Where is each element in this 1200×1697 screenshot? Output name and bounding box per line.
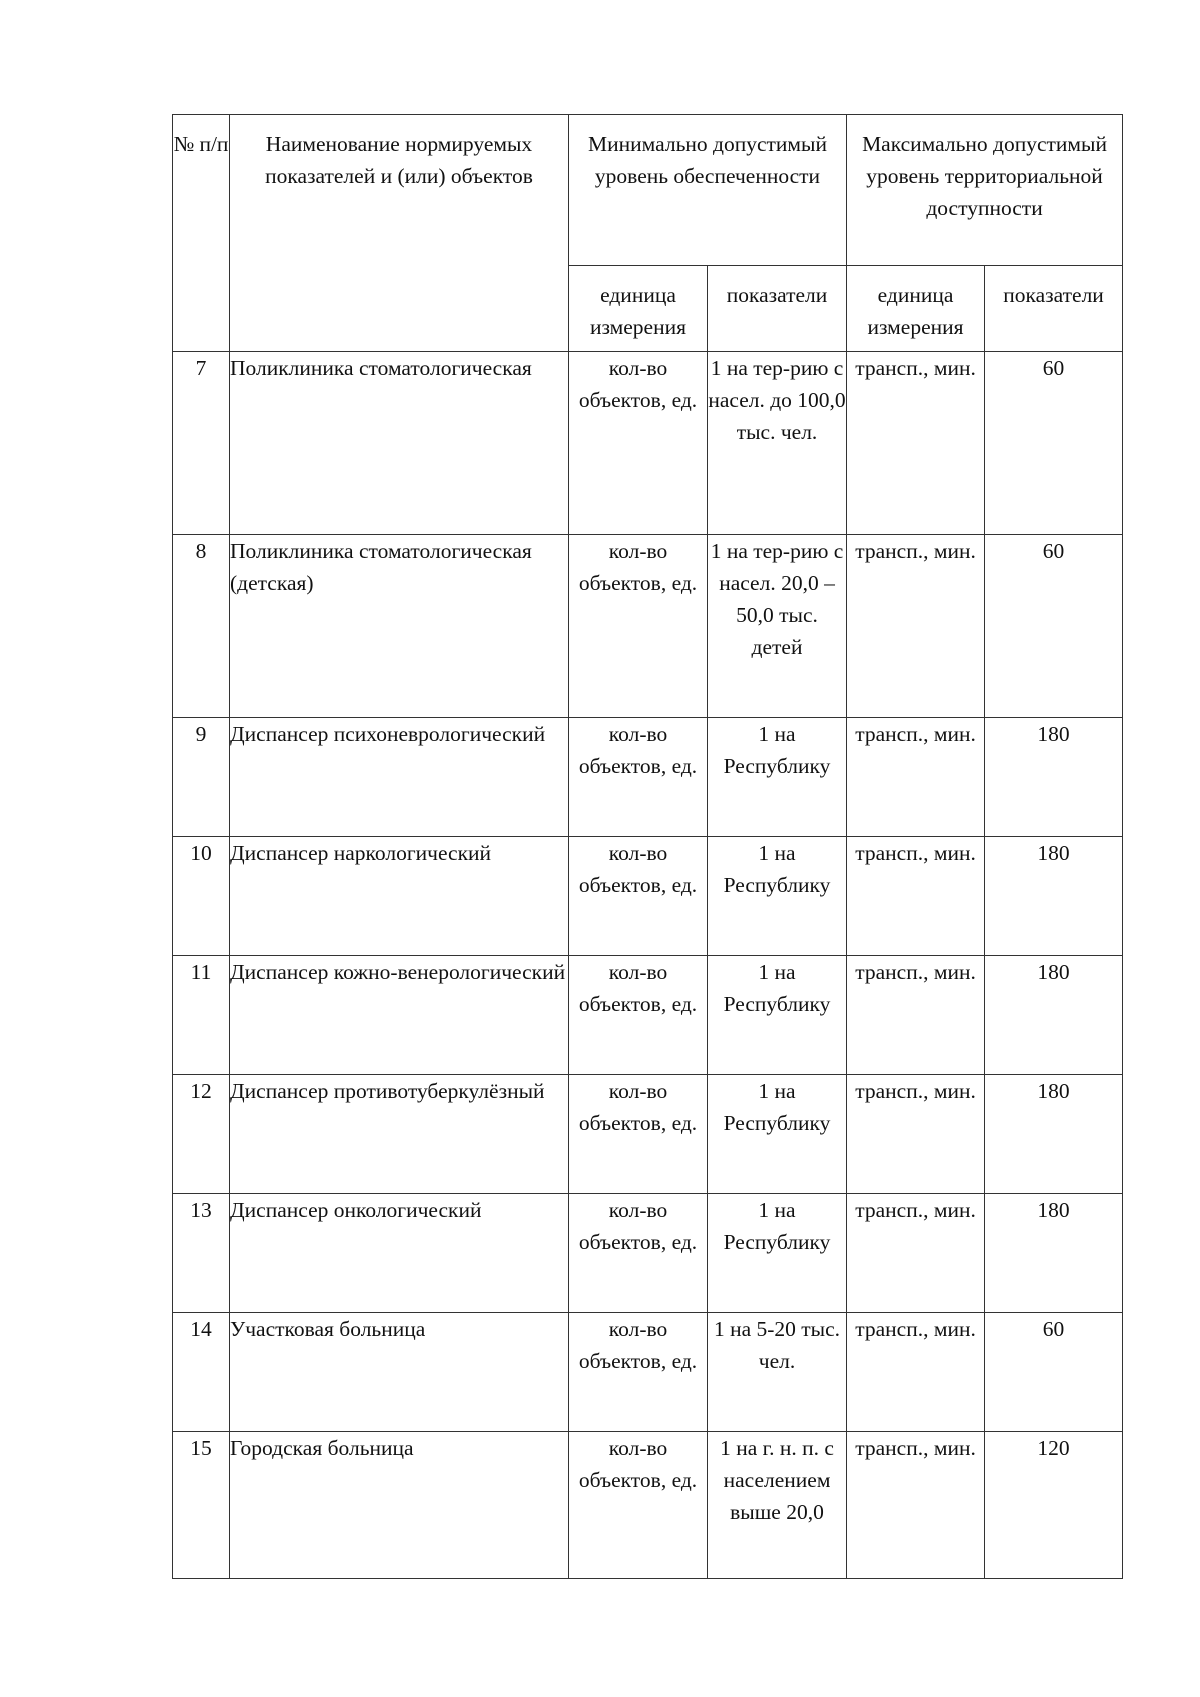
header-max-group [847, 115, 1123, 266]
row-name: Диспансер наркологический [230, 837, 569, 956]
row-min-value: 1 на 5-20 тыс. чел. [708, 1313, 847, 1432]
row-min-unit: кол-во объектов, ед. [569, 535, 708, 718]
header-row-main [173, 115, 1123, 266]
row-num: 12 [173, 1075, 230, 1194]
header-name-text: Наименование нормируемых показателей и (или) объектов [265, 132, 533, 188]
row-min-value: 1 на Республику [708, 956, 847, 1075]
row-min-unit: кол-во объектов, ед. [569, 1075, 708, 1194]
row-max-unit: трансп., мин. [847, 956, 985, 1075]
row-min-value: 1 на г. н. п. с населением выше 20,0 [708, 1432, 847, 1579]
row-max-unit: трансп., мин. [847, 1194, 985, 1313]
table-row [173, 1432, 1123, 1579]
row-min-unit: кол-во объектов, ед. [569, 352, 708, 535]
table-row [173, 1075, 1123, 1194]
row-min-unit: кол-во объектов, ед. [569, 956, 708, 1075]
row-max-value: 120 [985, 1432, 1123, 1579]
table-row [173, 1313, 1123, 1432]
row-num: 11 [173, 956, 230, 1075]
header-max-unit-text: единица измерения [867, 283, 964, 339]
table-row [173, 535, 1123, 718]
row-max-unit: трансп., мин. [847, 1075, 985, 1194]
table-header [173, 115, 1123, 352]
norms-table [172, 114, 1123, 1579]
row-max-unit: трансп., мин. [847, 535, 985, 718]
row-min-value: 1 на тер-рию с насел. до 100,0 тыс. чел. [708, 352, 847, 535]
row-min-value: 1 на Республику [708, 718, 847, 837]
row-name: Участковая больница [230, 1313, 569, 1432]
header-name [230, 115, 569, 352]
header-min-group [569, 115, 847, 266]
table-row [173, 1194, 1123, 1313]
row-name: Поликлиника стоматологическая (детская) [230, 535, 569, 718]
table-body [173, 352, 1123, 1579]
row-num: 15 [173, 1432, 230, 1579]
row-min-value: 1 на Республику [708, 1194, 847, 1313]
header-min-unit [569, 266, 708, 352]
row-min-unit: кол-во объектов, ед. [569, 837, 708, 956]
row-max-unit: трансп., мин. [847, 718, 985, 837]
row-min-value: 1 на тер-рию с насел. 20,0 – 50,0 тыс. детей [708, 535, 847, 718]
row-min-unit: кол-во объектов, ед. [569, 1194, 708, 1313]
header-max-value [985, 266, 1123, 352]
row-max-value: 180 [985, 1075, 1123, 1194]
header-max-value-text: показатели [1003, 283, 1104, 307]
row-name: Городская больница [230, 1432, 569, 1579]
row-max-value: 60 [985, 352, 1123, 535]
row-max-value: 180 [985, 956, 1123, 1075]
row-num: 9 [173, 718, 230, 837]
row-min-unit: кол-во объектов, ед. [569, 718, 708, 837]
row-max-unit: трансп., мин. [847, 352, 985, 535]
table-row [173, 956, 1123, 1075]
row-num: 14 [173, 1313, 230, 1432]
header-max-group-text: Максимально допустимый уровень территориальной доступности [862, 132, 1107, 220]
table-row [173, 352, 1123, 535]
row-min-value: 1 на Республику [708, 1075, 847, 1194]
row-max-value: 180 [985, 718, 1123, 837]
row-max-value: 180 [985, 1194, 1123, 1313]
row-num: 7 [173, 352, 230, 535]
row-name: Поликлиника стоматологическая [230, 352, 569, 535]
row-name: Диспансер психоневрологический [230, 718, 569, 837]
row-max-value: 60 [985, 1313, 1123, 1432]
row-max-unit: трансп., мин. [847, 1432, 985, 1579]
row-min-value: 1 на Республику [708, 837, 847, 956]
header-num [173, 115, 230, 352]
row-min-unit: кол-во объектов, ед. [569, 1432, 708, 1579]
header-min-group-text: Минимально допустимый уровень обеспеченности [588, 132, 827, 188]
row-name: Диспансер кожно-венерологический [230, 956, 569, 1075]
row-num: 10 [173, 837, 230, 956]
header-num-text: № п/п [173, 132, 229, 156]
row-name: Диспансер онкологический [230, 1194, 569, 1313]
row-max-value: 60 [985, 535, 1123, 718]
row-max-unit: трансп., мин. [847, 1313, 985, 1432]
row-num: 13 [173, 1194, 230, 1313]
header-min-value [708, 266, 847, 352]
table-row [173, 718, 1123, 837]
row-max-unit: трансп., мин. [847, 837, 985, 956]
table-row [173, 837, 1123, 956]
row-num: 8 [173, 535, 230, 718]
header-min-value-text: показатели [726, 283, 828, 307]
header-max-unit [847, 266, 985, 352]
header-min-unit-text: единица измерения [589, 283, 687, 339]
row-min-unit: кол-во объектов, ед. [569, 1313, 708, 1432]
row-max-value: 180 [985, 837, 1123, 956]
row-name: Диспансер противотуберкулёзный [230, 1075, 569, 1194]
